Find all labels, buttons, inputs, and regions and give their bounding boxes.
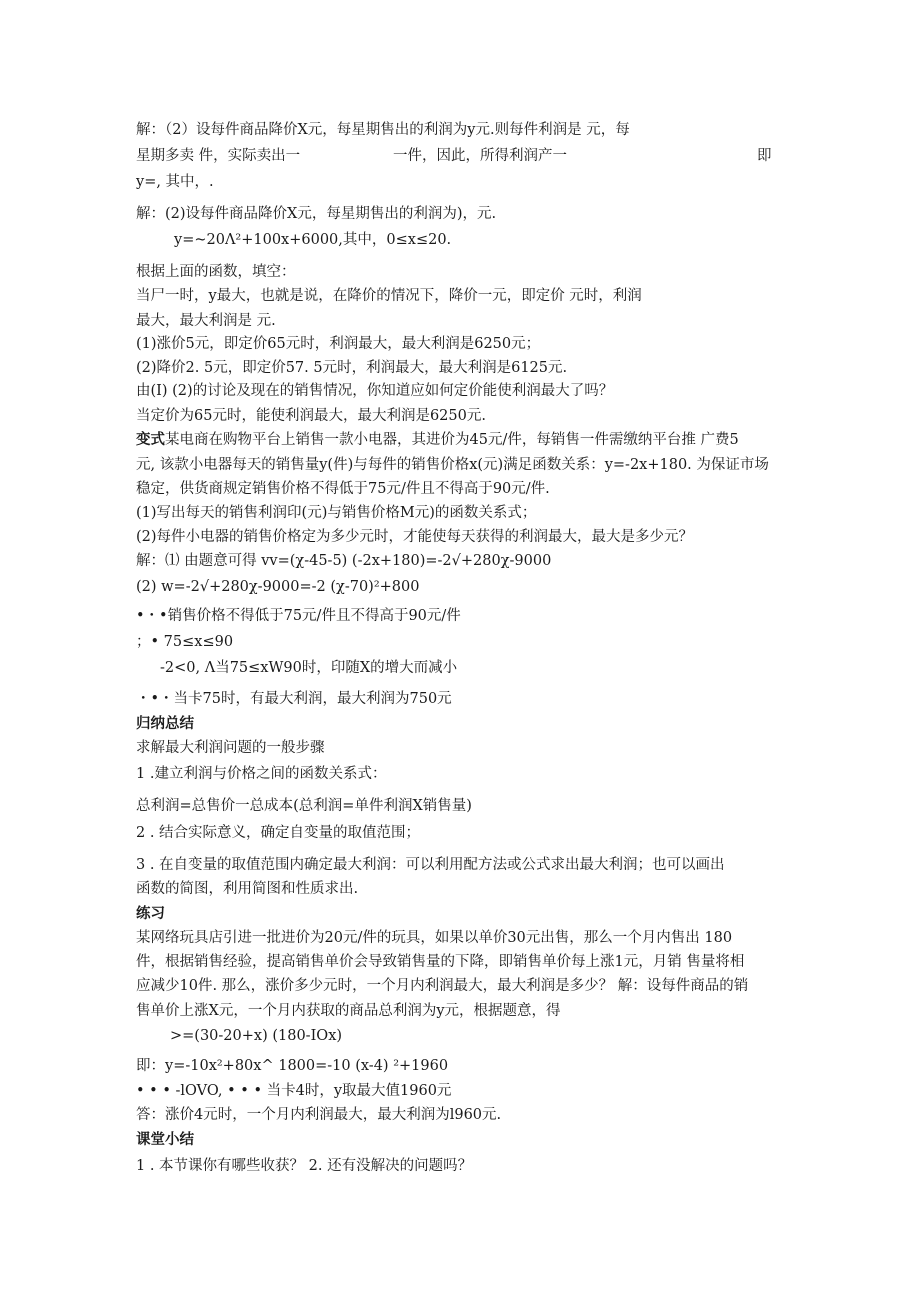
fill-in-prompt: 根据上面的函数，填空： (136, 264, 296, 280)
fill-in-line1: 当尸一时，y最大，也就是说，在降价的情况下，降价一元，即定价 元时，利润 (136, 288, 642, 304)
practice-answer: 答：涨价4元时，一个月内利润最大，最大利润为l960元. (136, 1107, 502, 1123)
variant-text: 某电商在购物平台上销售一款小电器，其进价为45元/件，每销售一件需缴纳平台推 广费5 (165, 432, 739, 448)
variant-sol3: •・•销售价格不得低于75元/件且不得高于90元/件 (136, 608, 461, 624)
variant-sol2: (2) w=-2√+280χ-9000=-2 (χ-70)²+800 (136, 579, 420, 595)
profit-function: y=~20Λ²+100x+6000,其中，0≤x≤20. (174, 232, 452, 248)
class-summary-heading: 课堂小结 (136, 1132, 194, 1148)
practice-line2: 件，根据销售经验，提高销售单价会导致销售量的下降，即销售单价每上涨1元，月销 售量将相 (136, 954, 745, 970)
summary-intro: 求解最大利润问题的一般步骤 (136, 740, 325, 756)
practice-equation: >=(30-20+x) (180-IOx) (170, 1028, 343, 1044)
summary-step1: 1 .建立利润与价格之间的函数关系式： (136, 766, 387, 782)
answer-2: (2)降价2. 5元，即定价57. 5元时，利润最大，最大利润是6125元. (136, 360, 568, 376)
solution-2-line2-end: 即 (757, 148, 772, 164)
discussion-answer: 当定价为65元时，能使利润最大，最大利润是6250元. (136, 408, 486, 424)
summary-step3-line2: 函数的简图，利用简图和性质求出. (136, 881, 359, 897)
answer-1: (1)涨价5元，即定价65元时，利润最大，最大利润是6250元； (136, 336, 541, 352)
summary-formula: 总利润=总售价一总成本(总利润=单件利润X销售量) (136, 798, 472, 814)
discussion-question: 由(I) (2)的讨论及现在的销售情况，你知道应如何定价能使利润最大了吗？ (136, 383, 614, 399)
variant-line2: 元, 该款小电器每天的销售量y(件)与每件的销售价格x(元)满足函数关系：y=-2x+180. 为保证市场 (136, 457, 769, 473)
practice-simplified: 即：y=-10x²+80x^ 1800=-10 (x-4) ²+1960 (136, 1058, 449, 1074)
practice-line3: 应减少10件. 那么，涨价多少元时，一个月内利润最大，最大利润是多少？ 解：设每件商品的销 (136, 978, 749, 994)
class-summary-questions: 1 . 本节课你有哪些收获？ 2. 还有没解决的问题吗？ (136, 1158, 473, 1174)
practice-line1: 某网络玩具店引进一批进价为20元/件的玩具，如果以单价30元出售，那么一个月内售出 180 (136, 930, 733, 946)
solution-2-restated: 解：(2)设每件商品降价X元，每星期售出的利润为)，元. (136, 206, 497, 222)
summary-step3-line1: 3 . 在自变量的取值范围内确定最大利润：可以利用配方法或公式求出最大利润；也可以画出 (136, 857, 725, 873)
practice-max: • • • -lOVO, • • • 当卡4时，y取最大值1960元 (136, 1083, 452, 1099)
practice-heading: 练习 (136, 906, 165, 922)
variant-line3: 稳定，供货商规定销售价格不得低于75元/件且不得高于90元/件. (136, 481, 550, 497)
practice-line4: 售单价上涨X元，一个月内获取的商品总利润为y元，根据题意，得 (136, 1003, 561, 1019)
variant-q1: (1)写出每天的销售利润印(元)与销售价格M元)的函数关系式； (136, 505, 537, 521)
variant-sol5: -2<0, Λ当75≤xW90时，印随X的增大而减小 (160, 660, 458, 676)
variant-sol1: 解：⑴ 由题意可得 vv=(χ-45-5) (-2x+180)=-2√+280χ-9000 (136, 553, 552, 569)
variant-q2: (2)每件小电器的销售价格定为多少元时，才能使每天获得的利润最大，最大是多少元？ (136, 529, 694, 545)
solution-2-line2-start: 星期多卖 件，实际卖出一 (136, 148, 301, 164)
summary-step2: 2 . 结合实际意义，确定自变量的取值范围； (136, 825, 421, 841)
variant-sol6: ・•・当卡75时，有最大利润，最大利润为750元 (136, 691, 452, 707)
variant-sol4: ；• 75≤x≤90 (136, 634, 234, 650)
summary-heading: 归纳总结 (136, 716, 194, 732)
variant-label: 变式 (136, 432, 165, 448)
variant-line1 (136, 430, 739, 450)
fill-in-line2: 最大，最大利润是 元. (136, 313, 276, 329)
solution-2-line1: 解：（2）设每件商品降价X元，每星期售出的利润为y元.则每件利润是 元，每 (136, 122, 630, 138)
solution-2-line3: y=, 其中，. (136, 174, 214, 190)
solution-2-line2-mid: 一件，因此，所得利润产一 (393, 148, 567, 164)
